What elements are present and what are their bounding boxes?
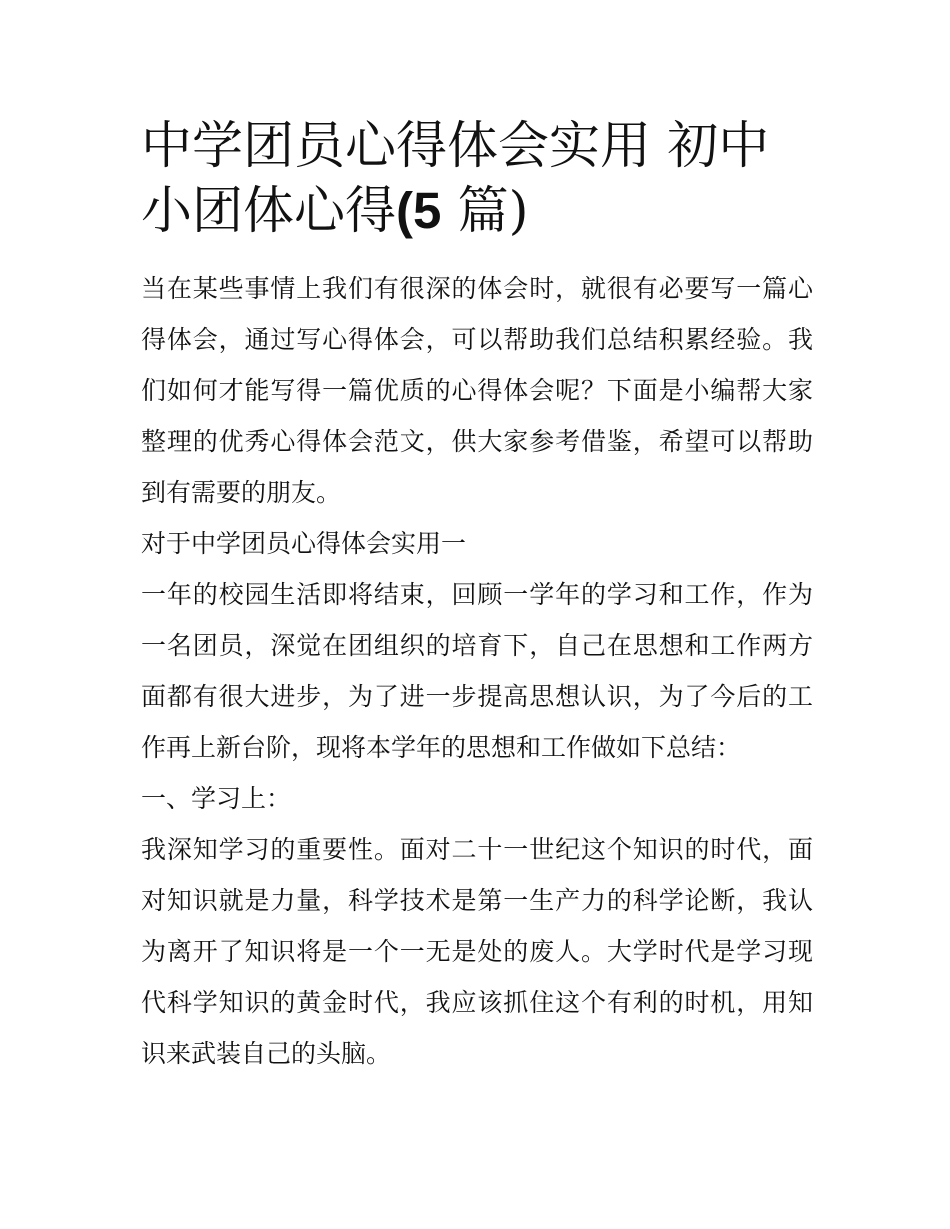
title-suffix: 篇) <box>441 182 529 241</box>
title-text: 中学团员心得体会实用 初中小团体心得 <box>141 117 770 241</box>
title-count: 5 <box>413 182 442 239</box>
document-title <box>141 115 813 244</box>
intro-paragraph: 当在某些事情上我们有很深的体会时，就很有必要写一篇心得体会，通过写心得体会，可以帮助我们总结积累经验。我们如何才能写得一篇优质的心得体会呢？下面是小编帮大家整理的优秀心得体会范文，供大家参考借鉴，希望可以帮助到有需要的朋友。 <box>141 274 813 507</box>
document-body <box>141 115 813 1079</box>
subsection-heading: 一、学习上： <box>141 784 292 813</box>
title-paren-open: ( <box>396 182 413 239</box>
body-paragraph: 我深知学习的重要性。面对二十一世纪这个知识的时代，面对知识就是力量，科学技术是第一生产力的科学论断，我认为离开了知识将是一个一无是处的废人。大学时代是学习现代科学知识的黄金时代，我应该抓住这个有利的时机，用知识来武装自己的头脑。 <box>141 835 813 1068</box>
section-heading: 对于中学团员心得体会实用一 <box>141 529 467 558</box>
body-paragraph: 一年的校园生活即将结束，回顾一学年的学习和工作，作为一名团员，深觉在团组织的培育下，自己在思想和工作两方面都有很大进步，为了进一步提高思想认识，为了今后的工作再上新台阶，现将本学年的思想和工作做如下总结： <box>141 580 813 762</box>
